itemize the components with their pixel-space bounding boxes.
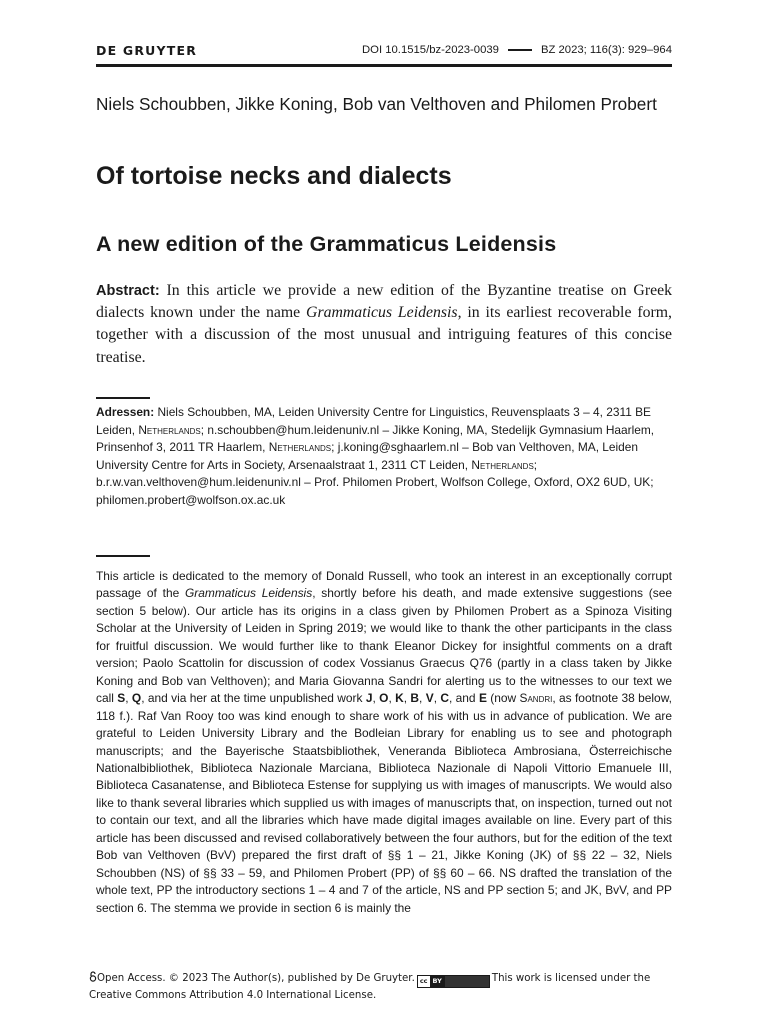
siglum: J: [365, 691, 373, 706]
footnote-text: , and via her at the time unpublished work: [141, 691, 366, 706]
footnote-text: ,: [419, 691, 426, 706]
siglum: Q: [131, 691, 142, 706]
header-separator: [508, 49, 532, 50]
country-name: Netherlands: [138, 422, 201, 437]
abstract-text: In this article we provide a new edition of the Byzantine treatise on Greek dialects known under the name: [96, 282, 672, 322]
cc-icon: cc: [419, 977, 428, 985]
addresses-rule: [96, 397, 150, 399]
footnote-text: ,: [125, 691, 132, 706]
footnote-rule: [96, 555, 150, 557]
footnote-text: ,: [403, 691, 411, 706]
cited-author: Sandri: [519, 691, 553, 706]
abstract-italic-term: Grammaticus Leidensis: [306, 304, 458, 322]
acknowledgements-footnote: [96, 568, 672, 917]
siglum: V: [425, 691, 434, 706]
footnote-text: ,: [433, 691, 441, 706]
author-list: Niels Schoubben, Jikke Koning, Bob van Velthoven and Philomen Probert: [96, 94, 657, 114]
address-text: ; n.schoubben@hum.leidenuniv.nl – Jikke Koning, MA, Stedelijk Gymnasium Haarlem, Prinsenhof 3, 2011 TR Haarlem,: [96, 422, 655, 454]
doi-text[interactable]: DOI 10.1515/bz-2023-0039: [362, 44, 499, 56]
footnote-text: , shortly before his death, and made extensive suggestions (see section 5 below). Our article has its origins in a class given by Philomen Probert as a Spinoza Visiting Scholar at the University of Leiden in Spring 2019; we would like to thank the other participants in the class for fruitful discussion. We would further like to thank Eleanor Dickey for insightful comments on a draft version; Paolo Scattolin for discussion of codex Vossianus Graecus Q76 (partly in a class taken by Jikke Koning and Bob van Velthoven); and Maria Giovanna Sandri for alerting us to the witnesses to our text we call: [96, 586, 673, 706]
license-notice: [89, 971, 689, 1003]
siglum: K: [395, 691, 404, 706]
siglum: S: [117, 691, 126, 706]
footnote-text: , and: [448, 691, 479, 706]
footnote-text: This article is dedicated to the memory of Donald Russell, who took an interest in an exceptionally corrupt passage of the: [96, 569, 672, 601]
addresses-label: Adressen:: [96, 405, 155, 419]
open-access-icon: [89, 971, 97, 981]
article-subtitle: A new edition of the Grammaticus Leidensis: [96, 232, 557, 256]
siglum: O: [379, 691, 389, 706]
siglum: B: [410, 691, 420, 706]
running-header: [96, 41, 672, 59]
address-text: ; j.koning@sghaarlem.nl – Bob van Velthoven, MA, Leiden University Centre for Arts in Society, Arsenaalstraat 1, 2311 CT Leiden,: [96, 440, 639, 472]
article-title: Of tortoise necks and dialects: [96, 162, 452, 190]
cc-by-license-badge[interactable]: [417, 975, 490, 988]
header-citation-block: [362, 44, 672, 56]
license-text: Open Access. © 2023 The Author(s), published by De Gruyter.: [97, 973, 415, 984]
license-text: This work is licensed under the Creative Commons Attribution 4.0 International License.: [89, 973, 651, 1001]
footnote-text: (now: [486, 691, 520, 706]
address-text: ; b.r.w.van.velthoven@hum.leidenuniv.nl – Prof. Philomen Probert, Wolfson College, Oxford, OX2 6UD, UK; philomen.probert@wolfson.ox.ac.uk: [96, 457, 654, 507]
badge-bar: [445, 976, 489, 987]
footnote-text: , as footnote 38 below, 118 f.). Raf Van Rooy too was kind enough to share work of his with us in advance of publication. We are grateful to Leiden University Library and the Bodleian Library for enabling us to see and photograph manuscripts; and the Bayerische Staatsbibliothek, Veneranda Biblioteca Ambrosiana, Österreichische Nationalbibliothek, Biblioteca Nazionale Marciana, Biblioteca Nazionale di Napoli Vittorio Emanuele III, Biblioteca Casanatense, and Biblioteca Estense for supplying us with images of manuscripts. We would also like to thank several libraries which supplied us with images of manuscripts that, on inspection, turned out not to contain our text, and all the libraries which have made digital images available on line. Every part of this article has been discussed and revised collaboratively between the four authors, but for the edition of the text Bob van Velthoven (BvV) prepared the first draft of §§ 1 – 21, Jikke Koning (JK) of §§ 22 – 32, Niels Schoubben (NS) of §§ 33 – 59, and Philomen Probert (PP) of §§ 60 – 66. NS drafted the translation of the whole text, PP the introductory sections 1 – 4 and 7 of the article, NS and PP section 5; and JK, BvV, and PP section 6. The stemma we provide in section 6 is mainly the: [96, 691, 672, 915]
country-name: Netherlands: [268, 440, 332, 454]
footnote-text: ,: [372, 691, 380, 706]
by-icon: BY: [432, 977, 442, 985]
journal-citation: BZ 2023; 116(3): 929–964: [540, 44, 672, 56]
siglum: E: [478, 691, 487, 706]
address-text: Niels Schoubben, MA, Leiden University Centre for Linguistics, Reuvensplaats 3 – 4, 2311 BE Leiden,: [96, 405, 651, 437]
header-rule: [96, 64, 672, 67]
country-name: Netherlands: [471, 457, 534, 472]
siglum: C: [440, 691, 449, 706]
abstract: [96, 280, 672, 369]
footnote-text: ,: [388, 691, 396, 706]
abstract-text: , in its earliest recoverable form, together with a discussion of the most unusual and intriguing features of this concise treatise.: [96, 304, 672, 366]
publisher-name: DE GRUYTER: [96, 42, 198, 58]
footnote-italic-term: Grammaticus Leidensis: [185, 586, 313, 601]
abstract-label: Abstract:: [96, 283, 160, 299]
author-addresses: [96, 404, 672, 509]
